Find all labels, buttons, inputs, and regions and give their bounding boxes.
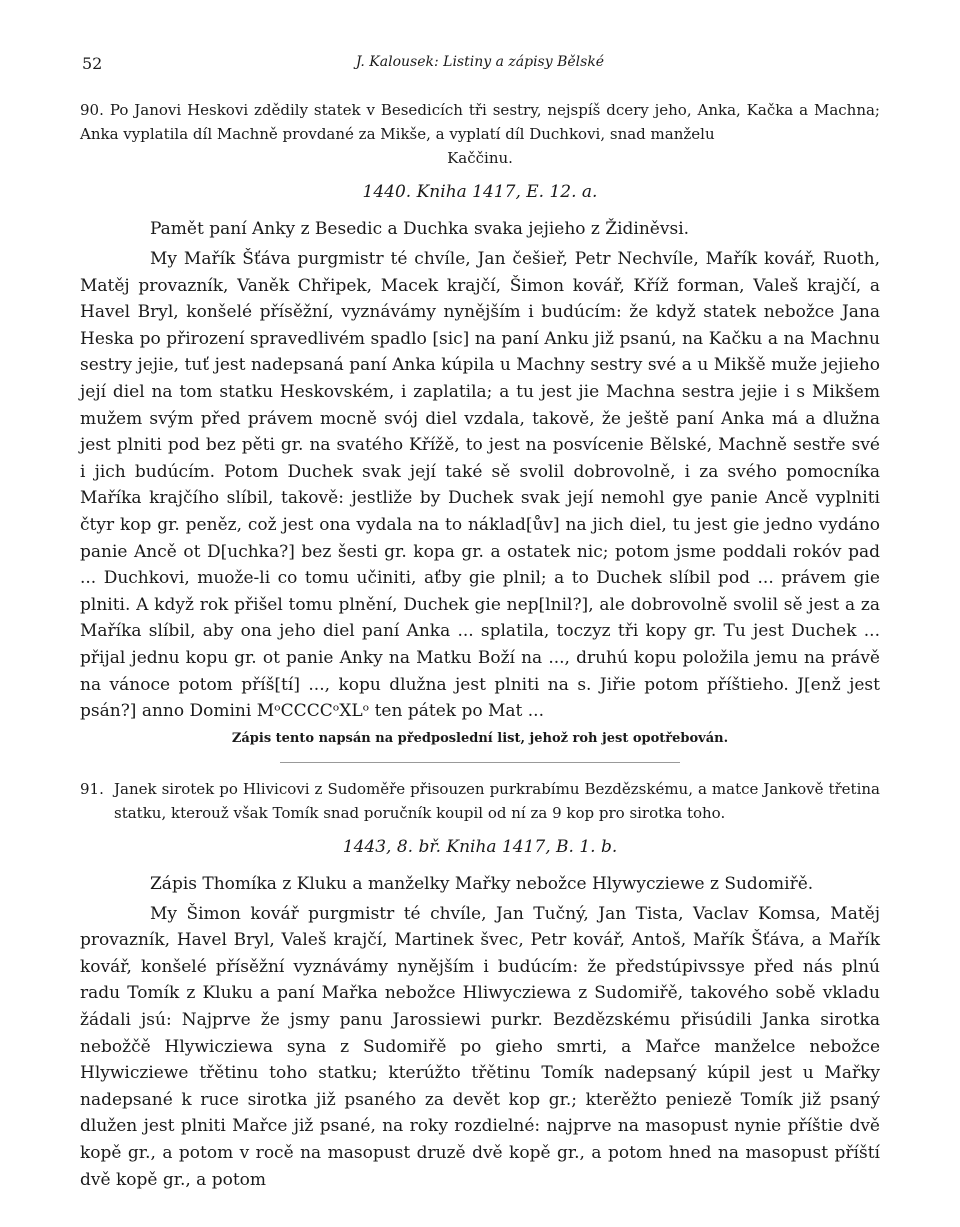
entry-90-number: 90.	[80, 101, 104, 119]
entry-90-title: Pamět paní Anky z Besedic a Duchka svaka jejieho z Židiněvsi.	[150, 219, 690, 239]
entry-90-date: 1440. Kniha 1417, E. 12. a.	[362, 182, 598, 202]
entry-90-body: My Mařík Šťáva purgmistr té chvíle, Jan češieř, Petr Nechvíle, Mařík kovář, Ruoth, Matěj provazník, Vaněk Chřipek, Macek krajčí, Šimon kovář, Kříž forman, Valeš krajčí, a Havel Bryl, konšelé přísěžní, vyznávámy nynějším i budúcím: že když statek nebožce Jana Heska po přirození spravedlivém spadlo [sic] na paní Anku již psanú, na Kačku a na Machnu sestry jejie, tuť jest nadepsaná paní Anka kúpila u Machny sestry své a u Mikšě muže jejieho její diel na tom statku Heskovském, i zaplatila; a tu jest jie Machna sestra jejie i s Mikšem mužem svým před právem mocně svój diel vzdala, takově, že ještě paní Anka má a dlužna jest plniti pod bez pěti gr. na svatého Křížě, to jest na posvícenie Bělské, Machně sestře své i jich budúcím. Potom Duchek svak její také sě svolil dobrovolně, i za svého pomocníka Maříka krajčího slíbil, takově: jestliže by Duchek svak její nemohl gye panie Ancě vyplniti čtyr kop gr. peněz, což jest ona vydala na to náklad[ův] na jich diel, tu jest gie jedno vydáno panie Ancě ot D[uchka?] bez šesti gr. kopa gr. a ostatek nic; potom jsme poddali rokóv pad ... Duchkovi, muože-li co tomu učiniti, aťby gie plnil; a to Duchek slíbil pod ... právem gie plniti. A když rok přišel tomu plnění, Duchek gie nep[lnil?], ale dobrovolně svolil sě jest a za Maříka slíbil, aby ona jeho diel paní Anka ... splatila, toczyz tři kopy gr. Tu jest Duchek ... přijal jednu kopu gr. ot panie Anky na Matku Boží na ..., druhú kopu položila jemu na právě na vánoce potom příš[tí] ..., kopu dlužna jest plniti na s. Jiřie potom příštieho. J[enž jest psán?] anno Domini MᵒCCCCᵒXLᵒ ten pátek po Mat ...	[80, 249, 880, 722]
entry-91-body: My Šimon kovář purgmistr té chvíle, Jan Tučný, Jan Tista, Vaclav Komsa, Matěj provazník, Havel Bryl, Valeš krajčí, Martinek švec, Petr kovář, Antoš, Mařík Šťáva, a Mařík kovář, konšelé přísěžní vyznávámy nynějším i budúcím: že předstúpivssye před nás plnú radu Tomík z Kluku a paní Mařka nebožce Hliwycziewa z Sudomiřě, takového sobě vkladu žádali jsú: Najprve že jsmy panu Jarossiewi purkr. Bezdězskému přisúdili Janka sirotka nebožčě Hlywicziewa syna z Sudomiřě po gieho smrti, a Mařce manželce nebožce Hlywicziewe třětinu toho statku; kterúžto třětinu Tomík nadepsaný kúpil jest u Mařky nadepsané k ruce sirotka již psaného za devět kop gr.; kterěžto peniezě Tomík již psaný dlužen jest plniti Mařce již psané, na roky rozdielné: najprve na masopust nynie příštie dvě kopě gr., a potom v rocě na masopust druzě dvě kopě gr., a potom hned na masopust příští dvě kopě gr., a potom	[80, 903, 880, 1190]
entry-90-note: Zápis tento napsán na předposlední list, jehož roh jest opotřebován.	[231, 730, 729, 746]
entry-91-summary	[80, 777, 880, 825]
entry-91-number: 91.	[80, 779, 104, 798]
running-head	[80, 48, 880, 78]
entry-91-summary-text: Janek sirotek po Hlivicovi z Sudoměře přisouzen purkrabímu Bezdězskému, a matce Jankově třetina statku, kterouž však Tomík snad poručník koupil od ní za 9 kop pro sirotka toho.	[114, 779, 880, 822]
entry-91-title: Zápis Thomíka z Kluku a manželky Mařky nebožce Hlywycziewe z Sudomiřě.	[150, 873, 814, 894]
section-divider	[280, 762, 680, 763]
running-title: J. Kalousek: Listiny a zápisy Bělské	[355, 54, 605, 70]
page-number: 52	[82, 54, 103, 73]
entry-90-summary-text: Po Janovi Heskovi zdědily statek v Besedicích tři sestry, nejspíš dcery jeho, Anka, Kačka a Machna; Anka vyplatila díl Machně provdané za Mikše, a vyplatí díl Duchkovi, snad manželu	[80, 101, 880, 143]
entry-90-summary-last: Kaččinu.	[447, 149, 513, 167]
entry-91-date: 1443, 8. bř. Kniha 1417, B. 1. b.	[342, 836, 618, 857]
entry-90-summary	[80, 98, 880, 146]
